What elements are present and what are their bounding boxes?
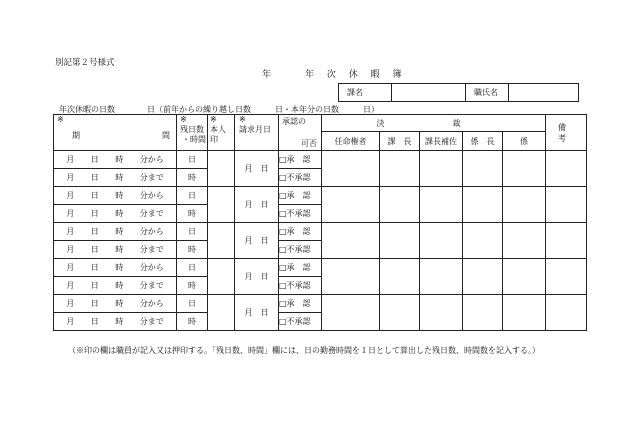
- period-to-part: 分まで: [139, 281, 164, 290]
- seal-cell[interactable]: [208, 295, 235, 331]
- period-from-part: 時: [115, 155, 124, 164]
- remaining-hours-cell-text: 時: [188, 281, 196, 290]
- period-to-text: [54, 280, 176, 291]
- deputy-chief-cell[interactable]: [420, 259, 463, 295]
- period-header: [54, 115, 177, 151]
- appointer-header: 任命権者: [322, 132, 380, 151]
- remaining-hours-cell[interactable]: [177, 277, 208, 295]
- period-to-text: [54, 208, 176, 219]
- subsection-chief-cell[interactable]: [463, 259, 503, 295]
- period-to-part: 日: [90, 245, 99, 254]
- deputy-chief-cell[interactable]: [420, 223, 463, 259]
- period-from[interactable]: [54, 223, 177, 241]
- approve-checkbox[interactable]: [279, 223, 322, 241]
- subsection-chief-cell[interactable]: [463, 151, 503, 187]
- period-from-text: [54, 298, 176, 309]
- request-date-cell-text: 月 日: [244, 272, 269, 281]
- remaining-hours-cell[interactable]: [177, 241, 208, 259]
- reject-checkbox-text: □不承認: [279, 281, 311, 290]
- remarks-cell[interactable]: [546, 223, 587, 259]
- reject-checkbox-text: □不承認: [279, 209, 311, 218]
- period-to-part: 時: [115, 173, 124, 182]
- period-to-part: 日: [90, 209, 99, 218]
- period-from-text: [54, 262, 176, 273]
- remarks-cell[interactable]: [546, 259, 587, 295]
- period-from[interactable]: [54, 295, 177, 313]
- period-from-part: 日: [90, 263, 99, 272]
- remaining-hours-cell-text: 時: [188, 245, 196, 254]
- footnote: （※印の欄は職員が記入又は押印する。「残日数、時間」欄には、日の勤務時間を１日として算出した残日数、時間数を記入する。）: [68, 346, 540, 355]
- remaining-days-cell-text: 日: [188, 263, 196, 272]
- staff-name-label: 職氏名: [466, 84, 509, 102]
- remaining-hours-cell-text: 時: [188, 173, 196, 182]
- approve-checkbox-text: □承 認: [279, 227, 311, 236]
- deputy-chief-cell[interactable]: [420, 295, 463, 331]
- staff-cell[interactable]: [503, 187, 546, 223]
- request-date-cell-text: 月 日: [244, 236, 269, 245]
- approval-header: [279, 115, 322, 151]
- remaining-hours-cell[interactable]: [177, 205, 208, 223]
- period-from-part: 分から: [139, 191, 164, 200]
- period-to-part: 時: [115, 245, 124, 254]
- subsection-chief-cell[interactable]: [463, 223, 503, 259]
- section-chief-header: 課 長: [380, 132, 420, 151]
- leave-entry-row: [54, 259, 587, 277]
- period-to-part: 日: [90, 173, 99, 182]
- period-from-part: 日: [90, 155, 99, 164]
- period-from-part: 日: [90, 299, 99, 308]
- remaining-days-cell[interactable]: [177, 151, 208, 169]
- approve-checkbox[interactable]: [279, 187, 322, 205]
- remaining-hours-cell[interactable]: [177, 313, 208, 331]
- section-chief-cell[interactable]: [380, 295, 420, 331]
- leave-entry-row: [54, 151, 587, 169]
- staff-cell[interactable]: [503, 151, 546, 187]
- period-label-right: 間: [162, 131, 170, 140]
- remaining-days-cell-text: 日: [188, 155, 196, 164]
- seal-label-line2: 印: [210, 135, 218, 144]
- period-to-text: [54, 244, 176, 255]
- period-from-part: 月: [66, 191, 75, 200]
- period-from-part: 分から: [139, 155, 164, 164]
- dept-field[interactable]: [392, 84, 466, 102]
- subsection-chief-header: 係 長: [463, 132, 503, 151]
- period-to-part: 時: [115, 209, 124, 218]
- seal-cell[interactable]: [208, 187, 235, 223]
- seal-cell[interactable]: [208, 259, 235, 295]
- remaining-hours-cell-text: 時: [188, 317, 196, 326]
- request-date-label: 請求月日: [239, 125, 271, 134]
- period-from[interactable]: [54, 259, 177, 277]
- remaining-hours-cell[interactable]: [177, 169, 208, 187]
- period-to-text: [54, 316, 176, 327]
- remaining-days-cell[interactable]: [177, 223, 208, 241]
- remaining-days-cell[interactable]: [177, 259, 208, 277]
- period-to-part: 分まで: [139, 209, 164, 218]
- period-to[interactable]: [54, 277, 177, 295]
- period-from-text: [54, 226, 176, 237]
- request-date-cell[interactable]: [235, 187, 279, 223]
- remarks-cell[interactable]: [546, 151, 587, 187]
- approval-label-line2: 可否: [301, 139, 317, 148]
- remaining-label-line1: 残日数: [180, 125, 204, 134]
- remaining-label-line2: ・時間: [182, 135, 206, 144]
- remaining-days-cell-text: 日: [188, 227, 196, 236]
- remaining-days-cell-text: 日: [188, 191, 196, 200]
- subsection-chief-cell[interactable]: [463, 295, 503, 331]
- section-chief-cell[interactable]: [380, 187, 420, 223]
- period-from-part: 分から: [139, 299, 164, 308]
- period-from-part: 月: [66, 227, 75, 236]
- period-to[interactable]: [54, 241, 177, 259]
- decision-header: 決 裁: [322, 115, 546, 132]
- reject-checkbox[interactable]: [279, 313, 322, 331]
- form-code: 別記第２号様式: [55, 58, 115, 68]
- period-to-part: 月: [66, 317, 75, 326]
- period-label-left: 期: [72, 131, 80, 140]
- request-date-cell[interactable]: [235, 151, 279, 187]
- remarks-cell[interactable]: [546, 187, 587, 223]
- period-from[interactable]: [54, 151, 177, 169]
- request-date-cell-text: 月 日: [244, 164, 269, 173]
- period-to-part: 月: [66, 173, 75, 182]
- period-to-part: 日: [90, 281, 99, 290]
- annual-days-line: 年次休暇の日数 日（前年からの繰り越し日数 日・本年分の日数 日）: [59, 105, 379, 114]
- period-to-part: 分まで: [139, 245, 164, 254]
- reject-checkbox[interactable]: [279, 169, 322, 187]
- request-date-cell[interactable]: [235, 295, 279, 331]
- title-main: 年 次 休 暇 簿: [305, 70, 407, 80]
- leave-table: [53, 114, 590, 331]
- deputy-chief-header: 課長補佐: [420, 132, 463, 151]
- section-chief-cell[interactable]: [380, 223, 420, 259]
- period-from-part: 日: [90, 191, 99, 200]
- period-from-part: 日: [90, 227, 99, 236]
- remaining-days-cell[interactable]: [177, 295, 208, 313]
- period-to-part: 時: [115, 281, 124, 290]
- remaining-mark: ※: [180, 115, 187, 124]
- period-to-part: 分まで: [139, 317, 164, 326]
- appointer-cell[interactable]: [322, 259, 380, 295]
- staff-cell[interactable]: [503, 259, 546, 295]
- approve-checkbox[interactable]: [279, 259, 322, 277]
- request-date-cell-text: 月 日: [244, 308, 269, 317]
- period-from-part: 時: [115, 227, 124, 236]
- reject-checkbox[interactable]: [279, 205, 322, 223]
- deputy-chief-cell[interactable]: [420, 187, 463, 223]
- approve-checkbox-text: □承 認: [279, 299, 311, 308]
- request-date-cell-text: 月 日: [244, 200, 269, 209]
- staff-header: 係: [503, 132, 546, 151]
- period-to-part: 月: [66, 245, 75, 254]
- period-from-part: 分から: [139, 263, 164, 272]
- period-from-text: [54, 190, 176, 201]
- remaining-hours-cell-text: 時: [188, 209, 196, 218]
- approve-checkbox-text: □承 認: [279, 155, 311, 164]
- approve-checkbox-text: □承 認: [279, 263, 311, 272]
- period-to-text: [54, 172, 176, 183]
- period-from[interactable]: [54, 187, 177, 205]
- section-chief-cell[interactable]: [380, 151, 420, 187]
- appointer-cell[interactable]: [322, 295, 380, 331]
- request-date-cell[interactable]: [235, 223, 279, 259]
- period-to[interactable]: [54, 169, 177, 187]
- remaining-header: [177, 115, 208, 151]
- dept-label: 課名: [339, 84, 392, 102]
- reject-checkbox-text: □不承認: [279, 173, 311, 182]
- subsection-chief-cell[interactable]: [463, 187, 503, 223]
- period-mark: ※: [57, 115, 64, 124]
- deputy-chief-cell[interactable]: [420, 151, 463, 187]
- appointer-cell[interactable]: [322, 223, 380, 259]
- leave-entry-row: [54, 295, 587, 313]
- reject-checkbox-text: □不承認: [279, 245, 311, 254]
- period-from-part: 時: [115, 191, 124, 200]
- period-to-part: 月: [66, 209, 75, 218]
- section-chief-cell[interactable]: [380, 259, 420, 295]
- remarks-header: 備 考: [546, 115, 587, 151]
- seal-mark: ※: [210, 115, 217, 124]
- period-from-text: [54, 154, 176, 165]
- approve-checkbox[interactable]: [279, 295, 322, 313]
- request-date-cell[interactable]: [235, 259, 279, 295]
- seal-header: [208, 115, 235, 151]
- seal-cell[interactable]: [208, 151, 235, 187]
- staff-name-field[interactable]: [509, 84, 579, 102]
- staff-cell[interactable]: [503, 223, 546, 259]
- period-from-part: 月: [66, 299, 75, 308]
- approval-label-line1: 承認の: [282, 117, 306, 126]
- seal-cell[interactable]: [208, 223, 235, 259]
- leave-entry-row: [54, 187, 587, 205]
- remaining-days-cell-text: 日: [188, 299, 196, 308]
- seal-label-line1: 本人: [210, 125, 226, 134]
- period-from-part: 時: [115, 299, 124, 308]
- period-to-part: 時: [115, 317, 124, 326]
- period-to[interactable]: [54, 205, 177, 223]
- request-date-header: [235, 115, 279, 151]
- period-from-part: 時: [115, 263, 124, 272]
- remarks-cell[interactable]: [546, 295, 587, 331]
- period-to[interactable]: [54, 313, 177, 331]
- appointer-cell[interactable]: [322, 151, 380, 187]
- reject-checkbox[interactable]: [279, 277, 322, 295]
- staff-cell[interactable]: [503, 295, 546, 331]
- period-from-part: 月: [66, 155, 75, 164]
- reject-checkbox-text: □不承認: [279, 317, 311, 326]
- period-from-part: 月: [66, 263, 75, 272]
- approve-checkbox-text: □承 認: [279, 191, 311, 200]
- document-title: [262, 71, 406, 80]
- reject-checkbox[interactable]: [279, 241, 322, 259]
- period-from-part: 分から: [139, 227, 164, 236]
- period-to-part: 分まで: [139, 173, 164, 182]
- request-date-mark: ※: [239, 115, 246, 124]
- period-to-part: 月: [66, 281, 75, 290]
- approve-checkbox[interactable]: [279, 151, 322, 169]
- name-box: [338, 83, 579, 102]
- remaining-days-cell[interactable]: [177, 187, 208, 205]
- period-to-part: 日: [90, 317, 99, 326]
- title-year-label: 年: [262, 70, 272, 80]
- leave-entry-row: [54, 223, 587, 241]
- appointer-cell[interactable]: [322, 187, 380, 223]
